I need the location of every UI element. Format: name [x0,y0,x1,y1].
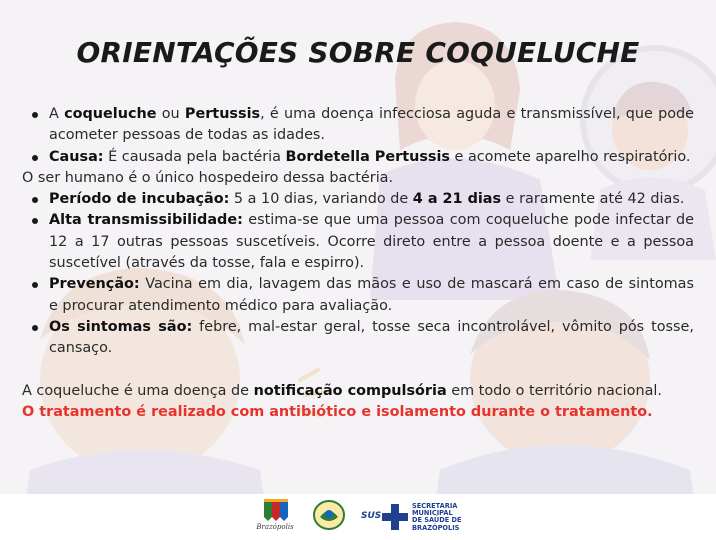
sus-label: SUS [361,511,382,521]
list-item-cause [49,147,694,168]
content-body [22,104,694,423]
city-logo-text: Brazópolis [256,523,294,531]
footer-bar [0,494,716,540]
secretaria-line: DE SAÚDE DE [412,516,462,525]
page-title: ORIENTAÇÕES SOBRE COQUELUCHE [76,36,640,69]
text: Vacina em dia, lavagem das mãos e uso de mascará em caso de sintomas e procurar atendimento médico para avaliação. [49,276,694,314]
label-symptoms: Os sintomas são: [49,318,193,335]
label-prevention: Prevenção: [49,276,140,293]
label-cause: Causa: [49,148,104,165]
treatment-warning: O tratamento é realizado com antibiótico e isolamento durante o tratamento. [22,403,653,420]
health-cross-icon [382,504,408,530]
secretaria-line: MUNICIPAL [412,509,453,518]
text: É causada pela bactéria [103,148,286,165]
term-notificacao: notificação compulsória [253,382,447,399]
term-bordetella: Bordetella Pertussis [285,148,450,165]
secretaria-line: SECRETARIA [412,502,458,510]
label-transmissibility: Alta transmissibilidade: [49,212,243,229]
host-note: O ser humano é o único hospedeiro dessa bactéria. [22,169,394,186]
text: A [49,106,65,122]
label-incubation: Período de incubação: [49,191,230,208]
text: ou [156,106,185,122]
city-crest-icon [258,497,294,525]
secretaria-line: BRAZÓPOLIS [412,523,460,532]
term-coqueluche: coqueluche [64,106,157,122]
list-item-transmissibility [49,210,694,274]
closing-statement [22,381,694,402]
text: e raramente até 42 dias. [501,191,685,208]
secretaria-label [412,503,462,532]
municipal-seal-icon [312,499,346,531]
text: em todo o território nacional. [446,382,662,399]
term-pertussis: Pertussis [184,106,261,122]
info-list-2 [22,189,694,359]
list-item-prevention [49,274,694,317]
text: estima-se que uma pessoa com coqueluche pode infectar de 12 a 17 outras pessoas suscetíveis. Ocorre direto entre a pessoa doente e a pessoa suscetível (através da tosse, fala e espirro). [49,212,694,272]
text: e acomete aparelho respiratório. [449,148,691,165]
term-incubation-range: 4 a 21 dias [412,191,502,208]
text: A coqueluche é uma doença de [22,382,254,399]
info-list [22,104,694,168]
list-item-definition [49,104,694,147]
text: 5 a 10 dias, variando de [229,191,413,208]
text: febre, mal-estar geral, tosse seca incontrolável, vômito pós tosse, cansaço. [49,318,694,357]
list-item-incubation [49,189,694,210]
text: , é uma doença infecciosa aguda e transmissível, que pode acometer pessoas de todas as idades. [49,106,695,144]
list-item-symptoms [49,317,694,360]
